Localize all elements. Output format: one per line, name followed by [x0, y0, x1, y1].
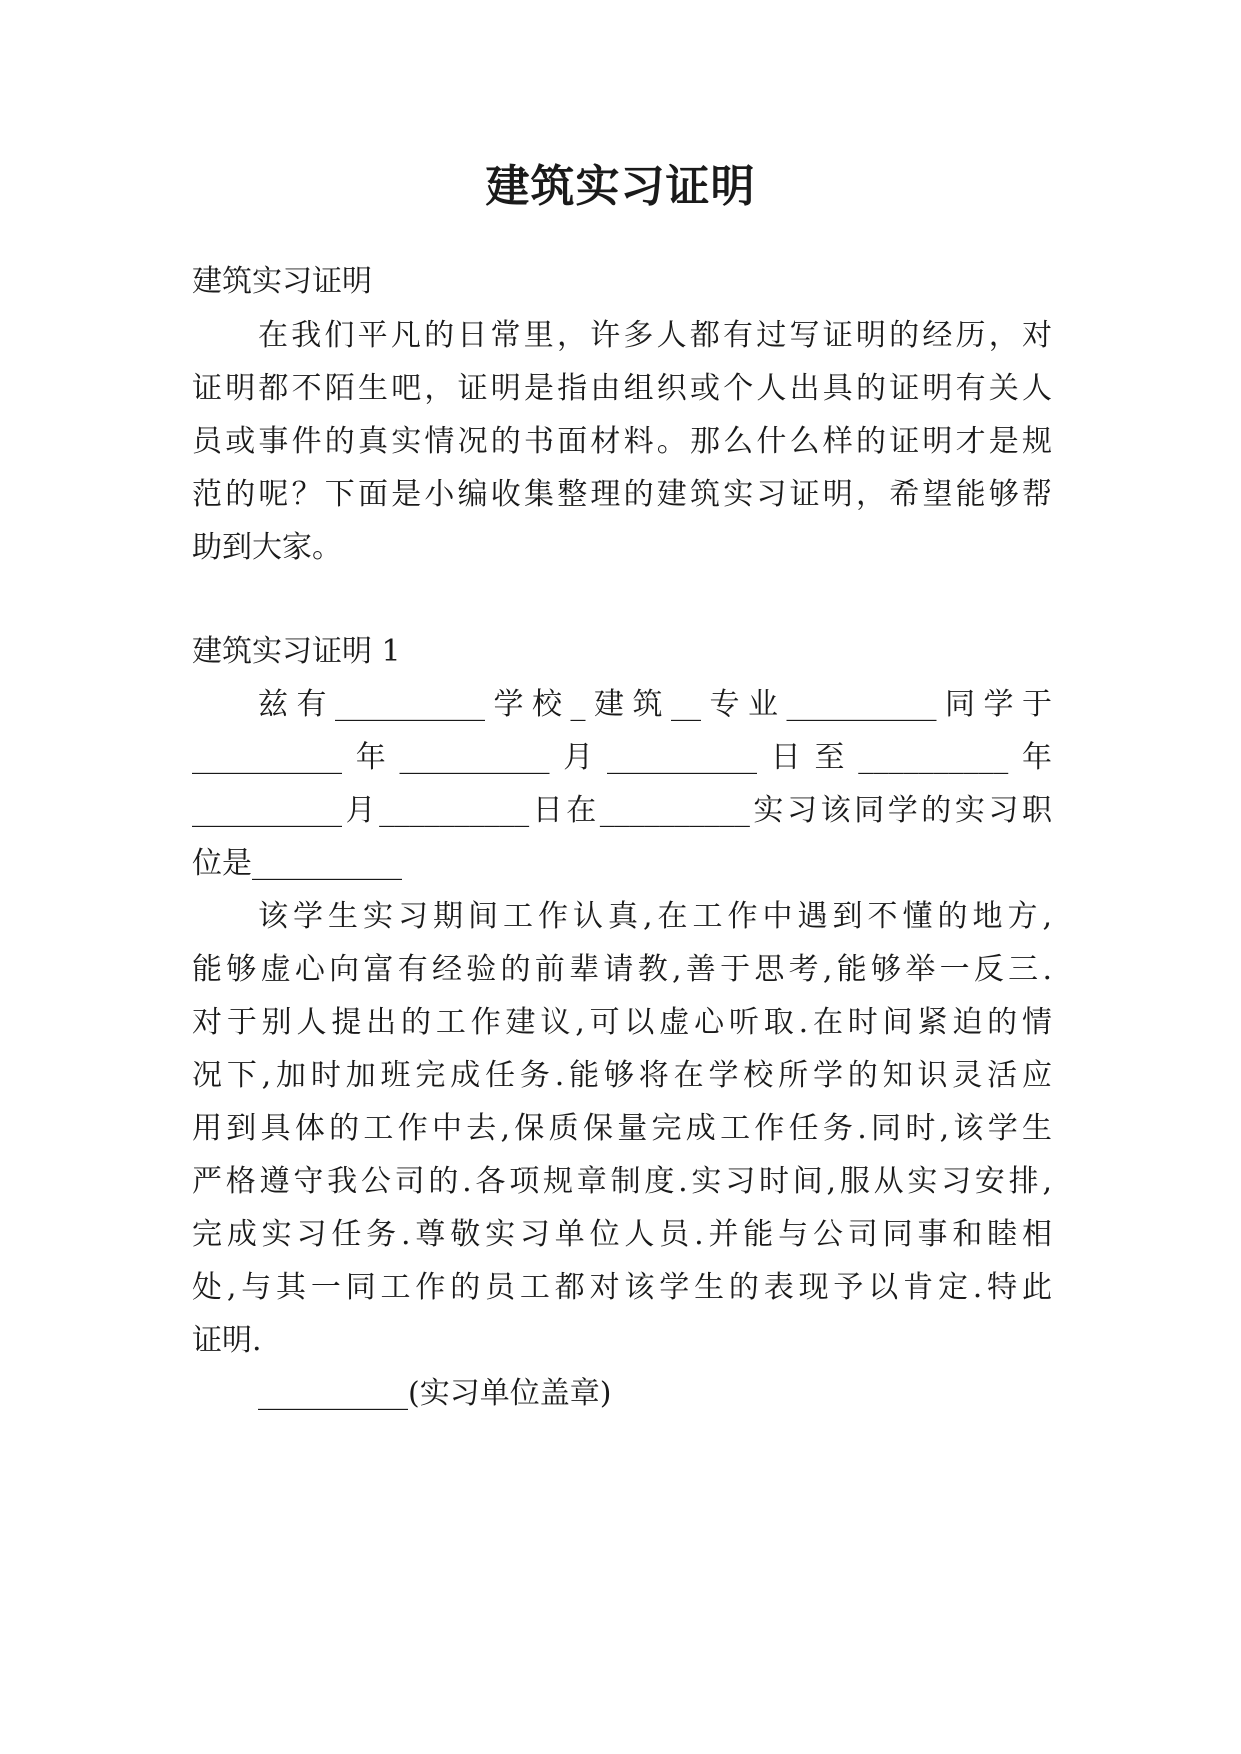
form-line: 位是__________ [192, 846, 402, 881]
stamp-line: __________(实习单位盖章) [258, 1376, 612, 1411]
document-title: 建筑实习证明 [485, 161, 756, 212]
body-line: 处,与其一同工作的员工都对该学生的表现予以肯定.特此 [192, 1270, 1052, 1305]
body-line: 该学生实习期间工作认真,在工作中遇到不懂的地方, [258, 899, 1052, 934]
form-line: __________月__________日在__________实习该同学的实习职 [192, 793, 1052, 828]
intro-line: 在我们平凡的日常里，许多人都有过写证明的经历，对 [258, 318, 1052, 353]
section-heading: 建筑实习证明 1 [192, 634, 401, 669]
intro-line: 证明都不陌生吧，证明是指由组织或个人出具的证明有关人 [192, 371, 1052, 406]
form-line: 兹有__________学校_建筑__专业__________同学于 [258, 687, 1052, 722]
body-line: 完成实习任务.尊敬实习单位人员.并能与公司同事和睦相 [192, 1217, 1052, 1252]
subheading: 建筑实习证明 [192, 264, 372, 299]
intro-line: 助到大家。 [192, 530, 342, 565]
body-line: 对于别人提出的工作建议,可以虚心听取.在时间紧迫的情 [192, 1005, 1052, 1040]
form-line: __________年__________月__________日至__________年 [192, 740, 1052, 775]
body-line: 能够虚心向富有经验的前辈请教,善于思考,能够举一反三. [192, 952, 1052, 987]
body-line: 用到具体的工作中去,保质保量完成工作任务.同时,该学生 [192, 1111, 1052, 1146]
body-line: 证明. [192, 1323, 262, 1358]
body-line: 况下,加时加班完成任务.能够将在学校所学的知识灵活应 [192, 1058, 1052, 1093]
intro-line: 范的呢？下面是小编收集整理的建筑实习证明，希望能够帮 [192, 477, 1052, 512]
intro-line: 员或事件的真实情况的书面材料。那么什么样的证明才是规 [192, 424, 1052, 459]
body-line: 严格遵守我公司的.各项规章制度.实习时间,服从实习安排, [192, 1164, 1052, 1199]
